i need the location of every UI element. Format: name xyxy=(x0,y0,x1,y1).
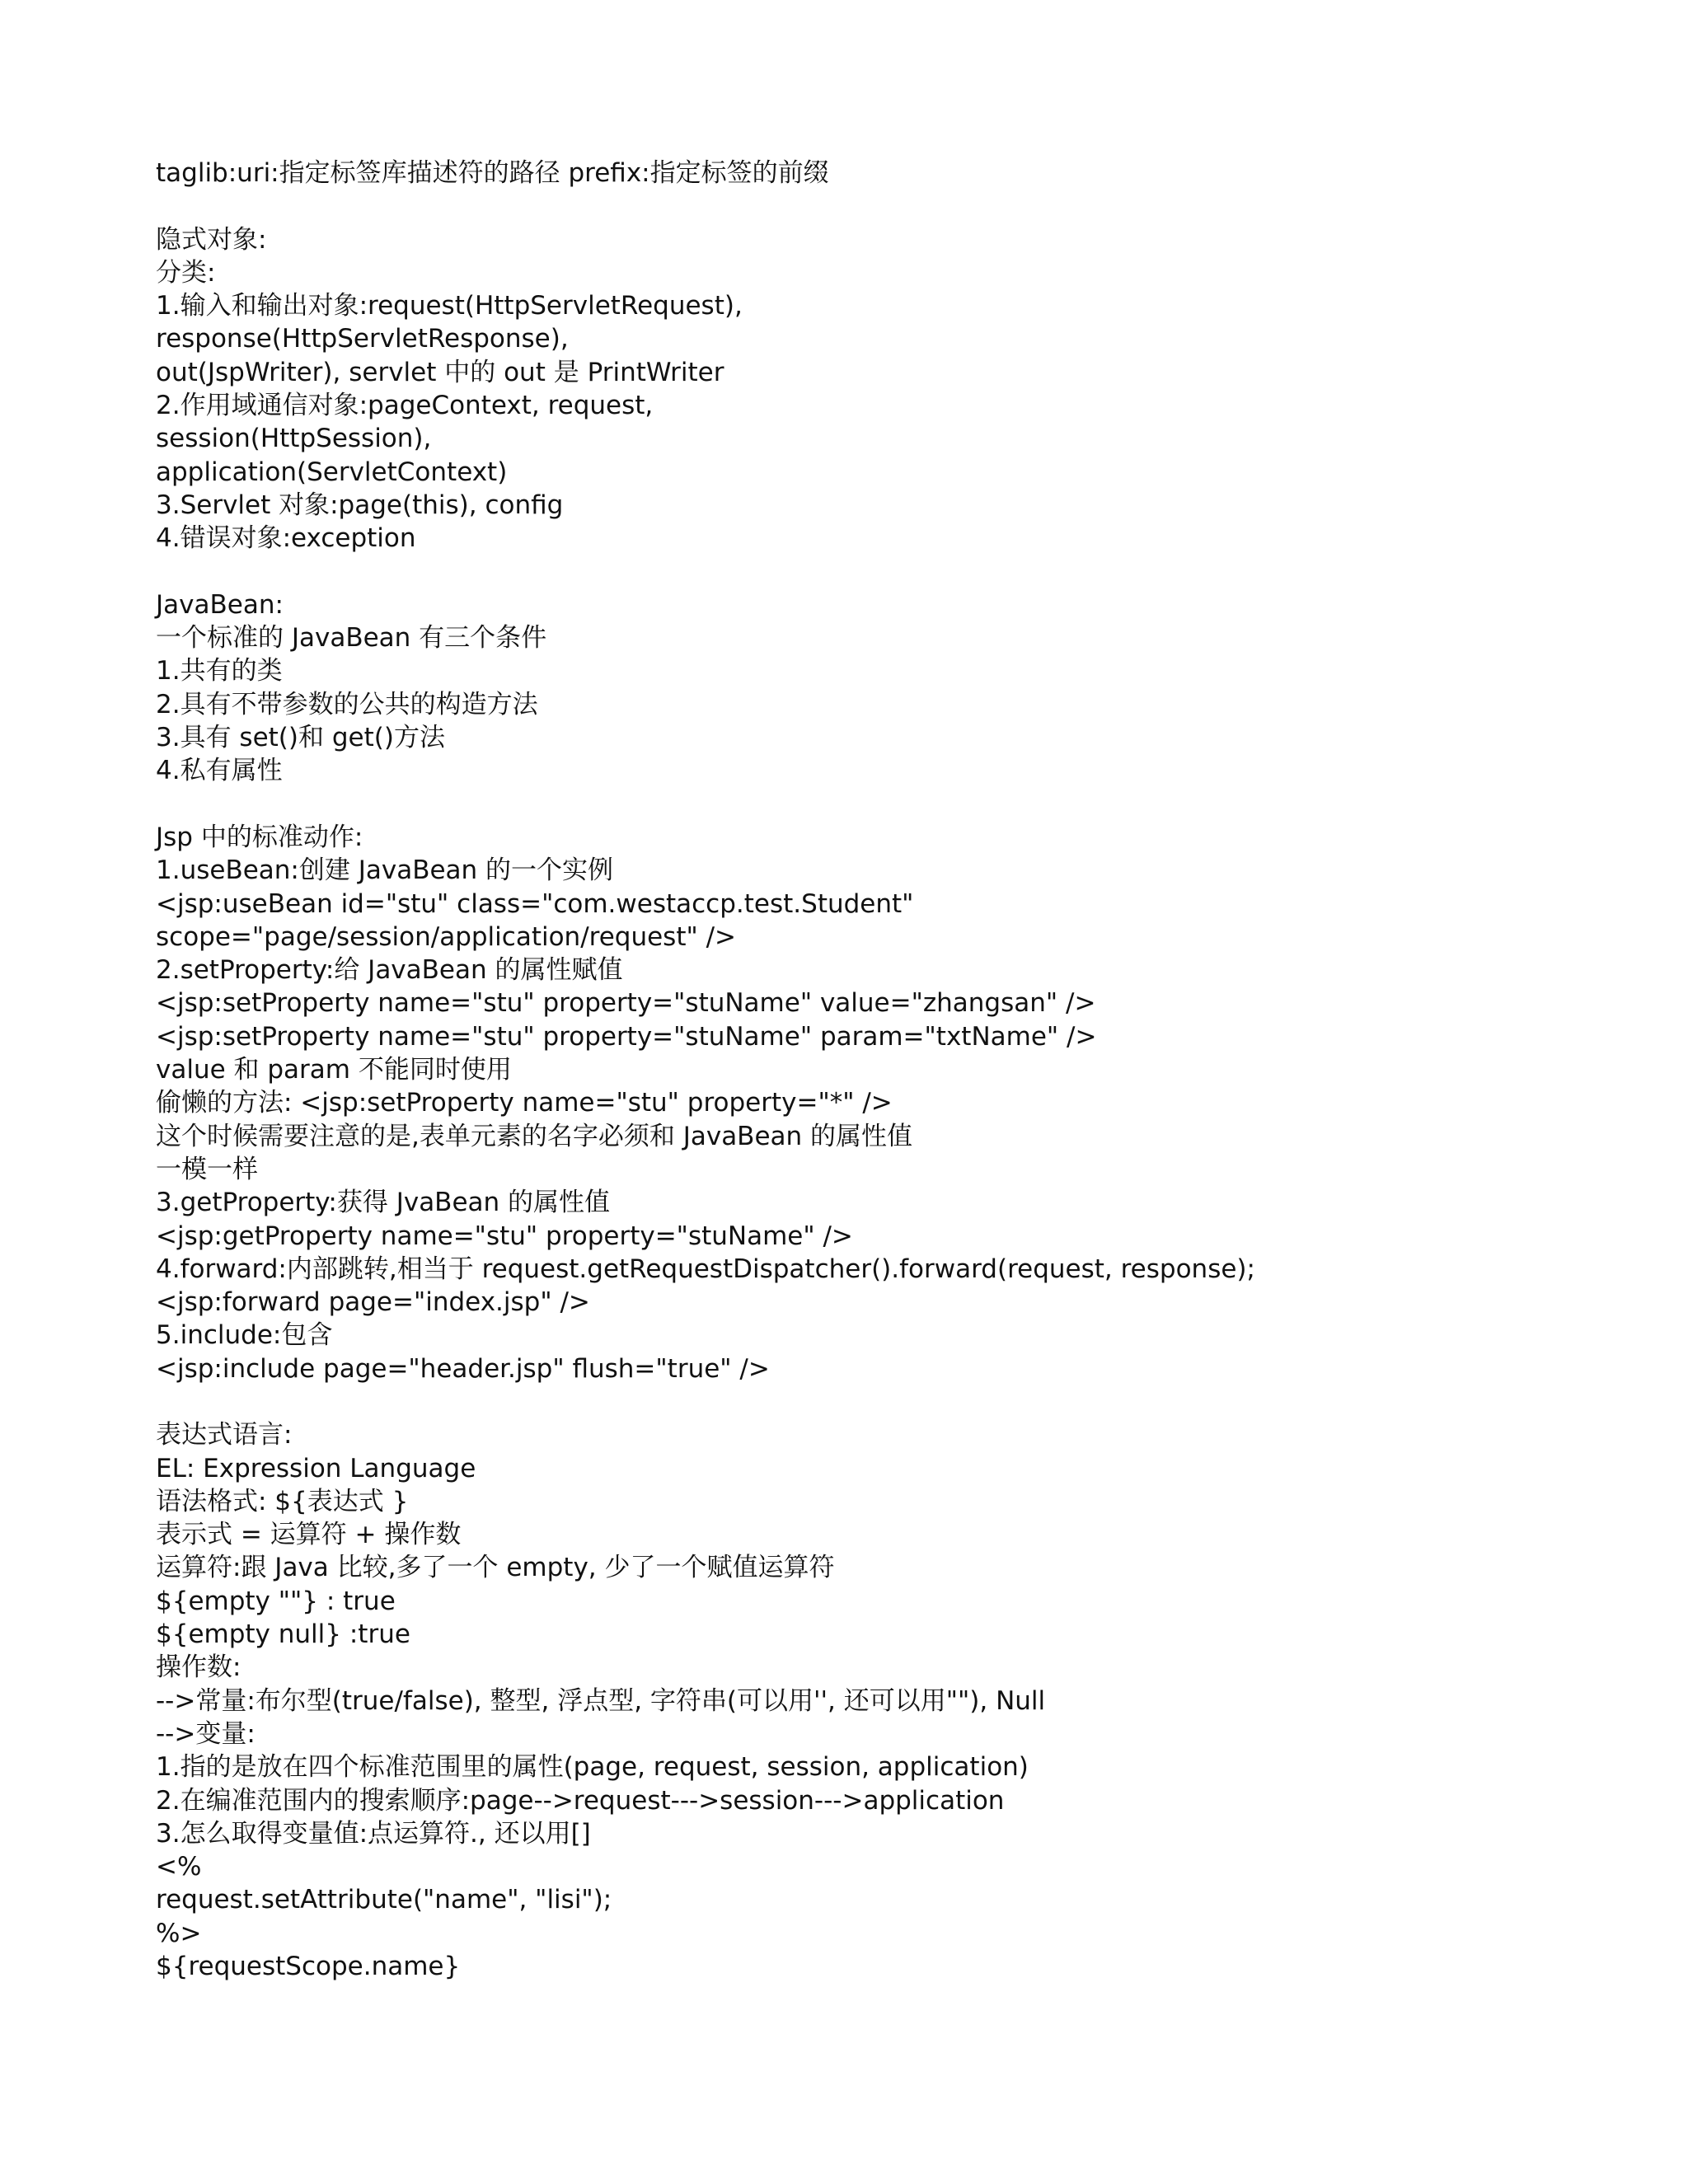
text-line: 2.在编准范围内的搜索顺序:page-->request--->session--->application xyxy=(156,1785,1005,1816)
text-line: 1.指的是放在四个标准范围里的属性(page, request, session, application) xyxy=(156,1752,1029,1783)
text-line: <jsp:forward page="index.jsp" /> xyxy=(156,1287,590,1318)
text-line: taglib:uri:指定标签库描述符的路径 prefix:指定标签的前缀 xyxy=(156,158,829,188)
text-line: 3.Servlet 对象:page(this), config xyxy=(156,490,564,520)
text-line: <jsp:setProperty name="stu" property="stuName" value="zhangsan" /> xyxy=(156,988,1096,1019)
text-line: 4.forward:内部跳转,相当于 request.getRequestDispatcher().forward(request, response); xyxy=(156,1254,1255,1284)
text-line: 4.错误对象:exception xyxy=(156,523,416,554)
text-line: <jsp:setProperty name="stu" property="stuName" param="txtName" /> xyxy=(156,1021,1097,1052)
text-line: ${requestScope.name} xyxy=(156,1952,461,1982)
text-line: scope="page/session/application/request" /> xyxy=(156,921,737,952)
text-line: 一个标准的 JavaBean 有三个条件 xyxy=(156,623,547,654)
text-line: 这个时候需要注意的是,表单元素的名字必须和 JavaBean 的属性值 xyxy=(156,1121,913,1151)
text-line: 表达式语言: xyxy=(156,1420,293,1451)
text-line: <jsp:include page="header.jsp" flush="true" /> xyxy=(156,1353,770,1384)
text-line: 1.useBean:创建 JavaBean 的一个实例 xyxy=(156,855,614,886)
blank-line xyxy=(156,1385,1623,1418)
text-line: <jsp:getProperty name="stu" property="stuName" /> xyxy=(156,1221,853,1251)
text-line: 5.include:包含 xyxy=(156,1320,333,1351)
text-line: Jsp 中的标准动作: xyxy=(156,822,363,852)
blank-line xyxy=(156,788,1623,821)
text-line: 1.共有的类 xyxy=(156,656,283,687)
text-line: -->变量: xyxy=(156,1718,256,1749)
text-line: %> xyxy=(156,1918,202,1948)
text-line: 2.具有不带参数的公共的构造方法 xyxy=(156,689,538,719)
document-body xyxy=(156,157,1623,1983)
text-line: request.setAttribute("name", "lisi"); xyxy=(156,1885,612,1915)
blank-line xyxy=(156,555,1623,588)
text-line: 一模一样 xyxy=(156,1154,258,1184)
blank-line xyxy=(156,190,1623,223)
text-line: -->常量:布尔型(true/false), 整型, 浮点型, 字符串(可以用'', 还可以用""), Null xyxy=(156,1685,1046,1716)
text-line: 运算符:跟 Java 比较,多了一个 empty, 少了一个赋值运算符 xyxy=(156,1553,835,1583)
text-line: 2.setProperty:给 JavaBean 的属性赋值 xyxy=(156,955,623,986)
text-line: ${empty ""} : true xyxy=(156,1586,396,1616)
text-line: 分类: xyxy=(156,257,216,288)
text-line: 3.getProperty:获得 JvaBean 的属性值 xyxy=(156,1188,611,1218)
text-line: 操作数: xyxy=(156,1652,241,1683)
text-line: application(ServletContext) xyxy=(156,457,508,487)
text-line: 偷懒的方法: <jsp:setProperty name="stu" property="*" /> xyxy=(156,1088,893,1118)
text-line: EL: Expression Language xyxy=(156,1453,476,1483)
text-line: <% xyxy=(156,1852,202,1882)
text-line: out(JspWriter), servlet 中的 out 是 PrintWriter xyxy=(156,357,724,387)
text-line: 4.私有属性 xyxy=(156,756,283,786)
text-line: JavaBean: xyxy=(156,589,284,620)
text-line: 1.输入和输出对象:request(HttpServletRequest), xyxy=(156,291,743,321)
text-line: 3.怎么取得变量值:点运算符., 还以用[] xyxy=(156,1818,591,1849)
text-line: response(HttpServletResponse), xyxy=(156,324,569,354)
text-line: 2.作用域通信对象:pageContext, request, xyxy=(156,391,654,421)
text-line: session(HttpSession), xyxy=(156,424,432,454)
text-line: 3.具有 set()和 get()方法 xyxy=(156,723,445,753)
text-line: ${empty null} :true xyxy=(156,1619,410,1650)
text-line: <jsp:useBean id="stu" class="com.westaccp.test.Student" xyxy=(156,888,914,919)
text-line: 语法格式: ${表达式 } xyxy=(156,1486,409,1516)
text-line: 表示式 = 运算符 + 操作数 xyxy=(156,1520,462,1550)
text-line: value 和 param 不能同时使用 xyxy=(156,1055,512,1085)
text-line: 隐式对象: xyxy=(156,224,267,255)
